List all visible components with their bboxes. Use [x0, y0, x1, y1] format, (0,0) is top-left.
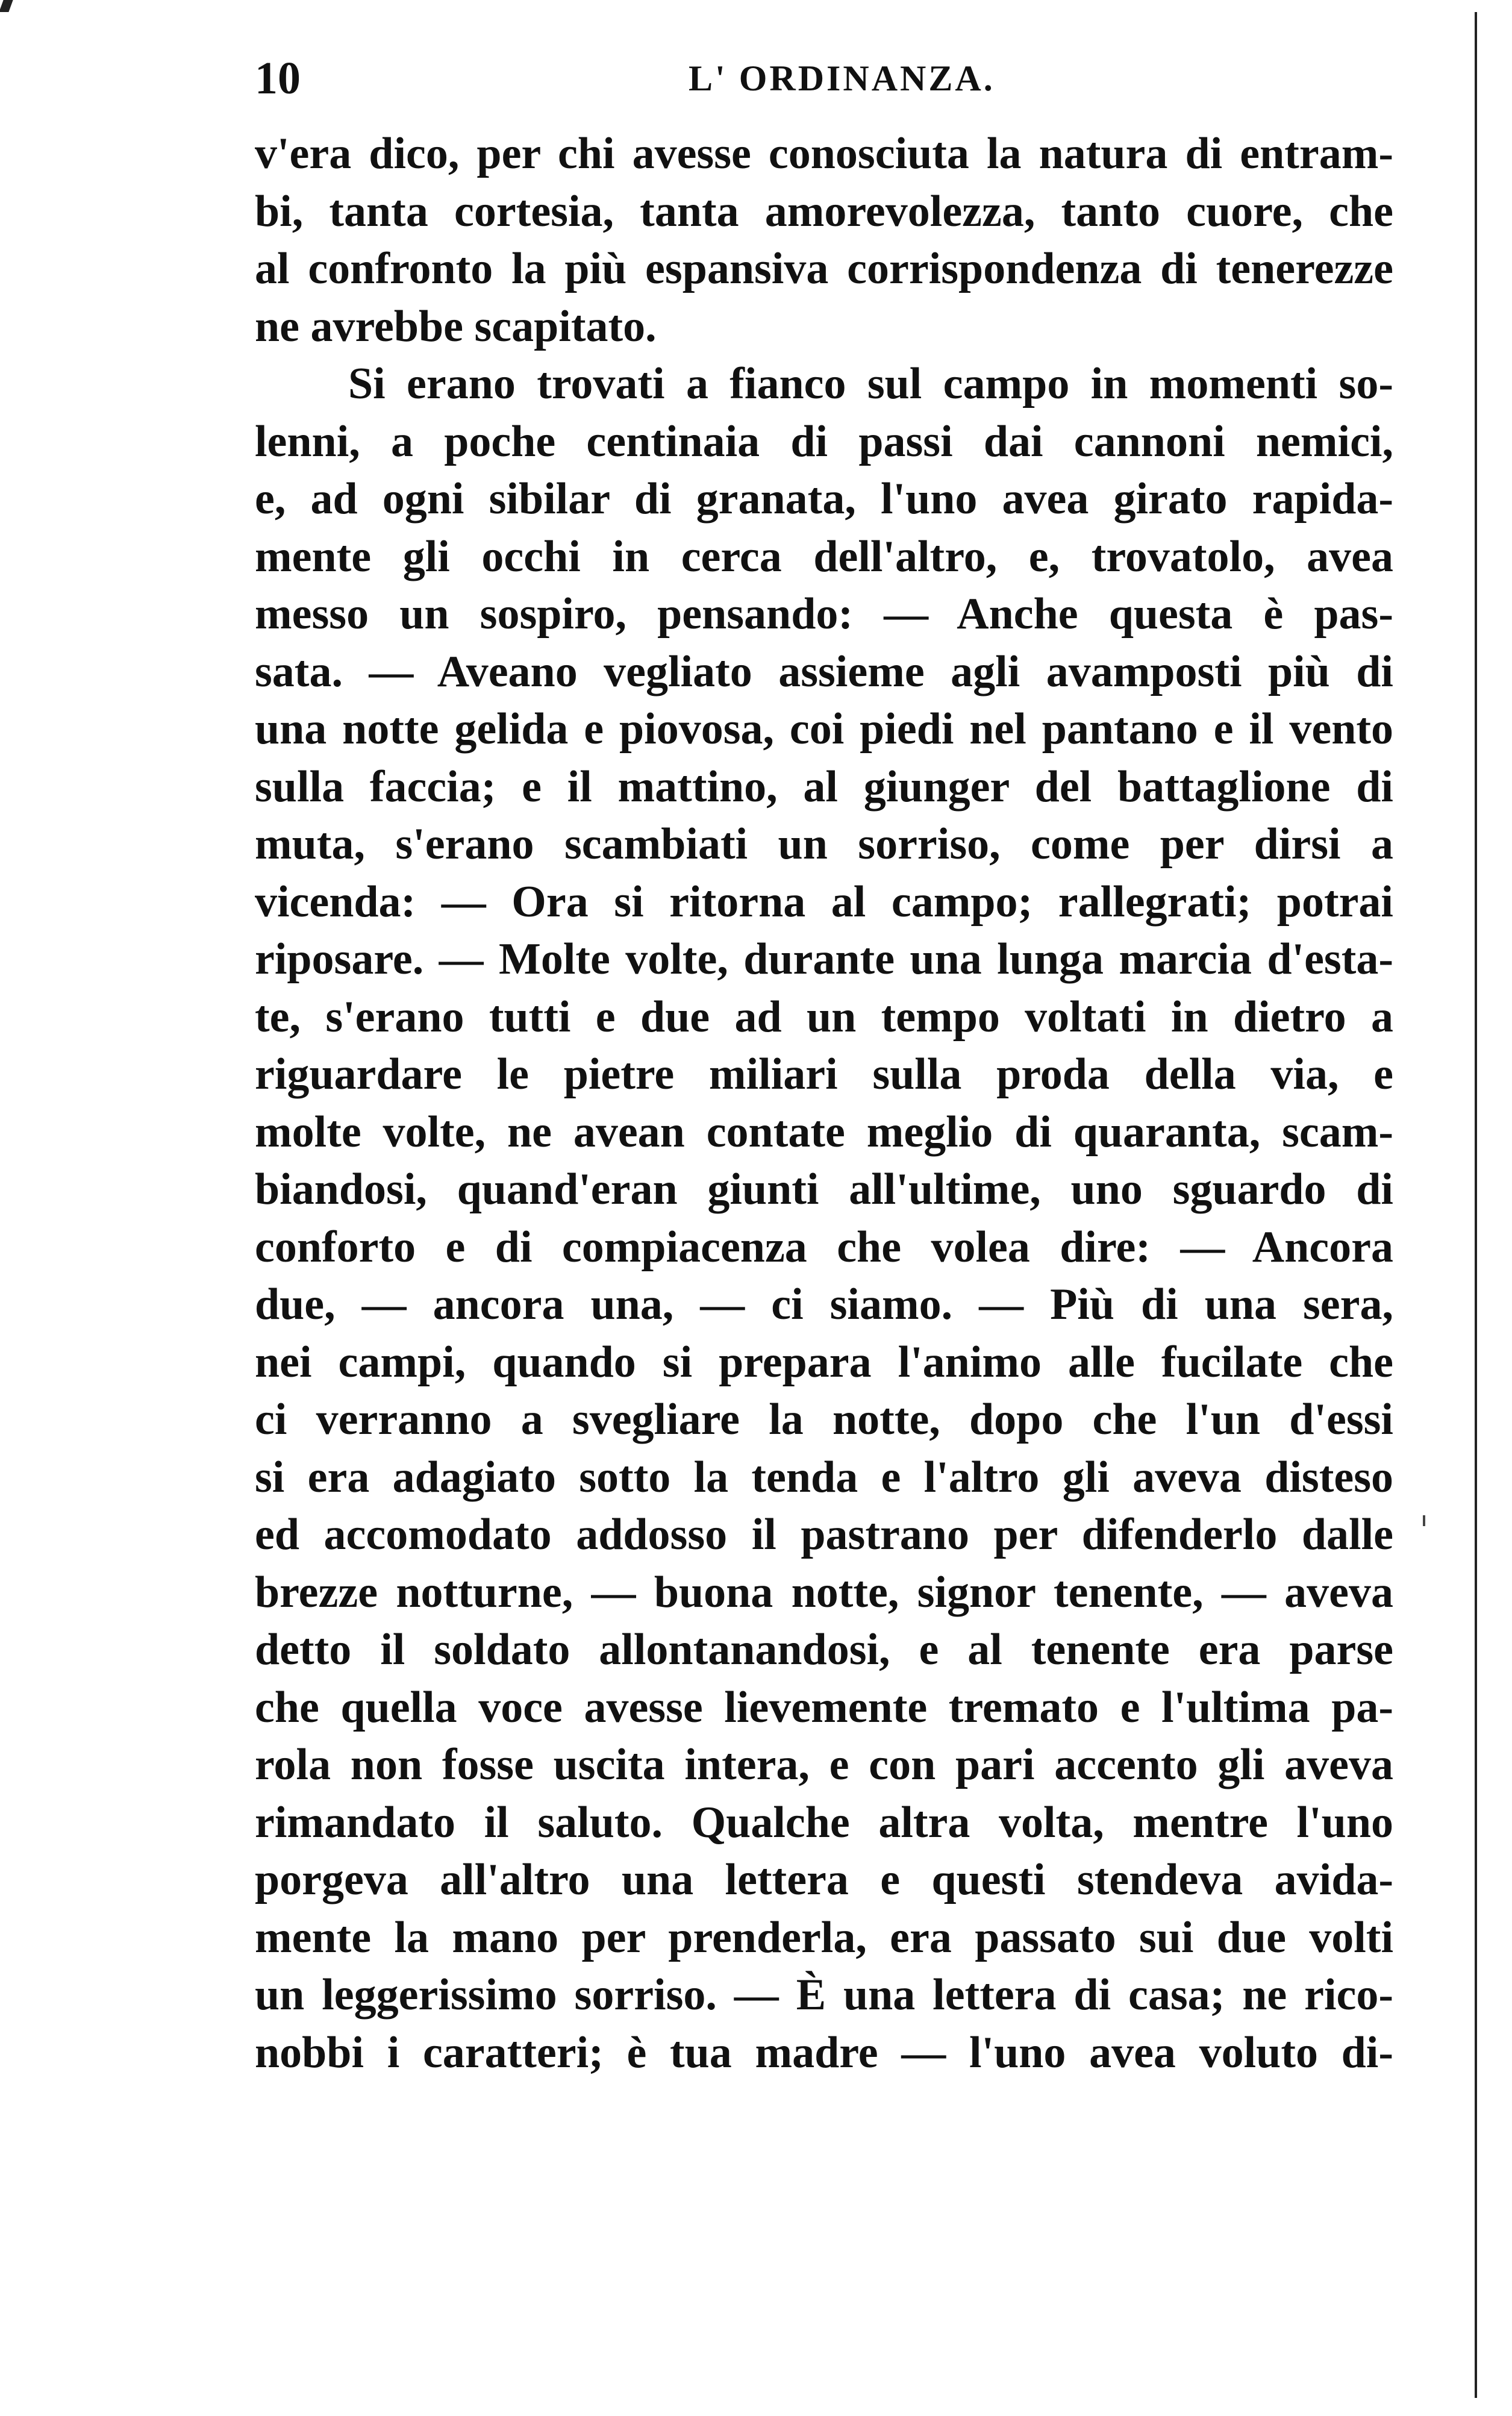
running-title: L' ORDINANZA. [689, 58, 995, 98]
text-line: te, s'erano tutti e due ad un tempo voltati in dietro a [255, 992, 1393, 1042]
text-line: nei campi, quando si prepara l'animo alle fucilate che [255, 1337, 1393, 1387]
text-line: molte volte, ne avean contate meglio di quaranta, scam- [255, 1107, 1393, 1157]
text-line: muta, s'erano scambiati un sorriso, come per dirsi a [255, 819, 1393, 869]
text-line: ed accomodato addosso il pastrano per difenderlo dalle [255, 1510, 1393, 1559]
text-line: brezze notturne, — buona notte, signor tenente, — aveva [255, 1567, 1393, 1617]
text-line: v'era dico, per chi avesse conosciuta la natura di entram- [255, 129, 1393, 178]
text-line: mente la mano per prenderla, era passato sui due volti [255, 1912, 1393, 1962]
text-line: porgeva all'altro una lettera e questi stendeva avida- [255, 1855, 1393, 1904]
text-line: bi, tanta cortesia, tanta amorevolezza, tanto cuore, che [255, 186, 1393, 236]
text-line: messo un sospiro, pensando: — Anche questa è pas- [255, 589, 1393, 639]
text-line: nobbi i caratteri; è tua madre — l'uno avea voluto di- [255, 2027, 1393, 2077]
text-line: ci verranno a svegliare la notte, dopo che l'un d'essi [255, 1395, 1393, 1444]
body-text [255, 125, 1393, 2082]
text-line: sulla faccia; e il mattino, al giunger del battaglione di [255, 762, 1393, 812]
paragraph-first-line: Si erano trovati a fianco sul campo in momenti so- [348, 359, 1393, 408]
ink-mark [0, 0, 13, 12]
text-line: al confronto la più espansiva corrispondenza di tenerezze [255, 244, 1393, 293]
text-line: conforto e di compiacenza che volea dire: — Ancora [255, 1222, 1393, 1272]
text-line: biandosi, quand'eran giunti all'ultime, uno sguardo di [255, 1165, 1393, 1214]
text-line: due, — ancora una, — ci siamo. — Più di una sera, [255, 1280, 1393, 1329]
text-line: che quella voce avesse lievemente tremato e l'ultima pa- [255, 1682, 1393, 1732]
text-line: sata. — Aveano vegliato assieme agli avamposti più di [255, 646, 1393, 696]
text-line: vicenda: — Ora si ritorna al campo; rallegrati; potrai [255, 877, 1393, 927]
page-number: 10 [255, 53, 301, 104]
text-line: si era adagiato sotto la tenda e l'altro gli aveva disteso [255, 1452, 1393, 1502]
page-edge-rule [1475, 12, 1477, 2398]
text-line: mente gli occhi in cerca dell'altro, e, trovatolo, avea [255, 531, 1393, 581]
page-header [255, 45, 1393, 111]
text-line: un leggerissimo sorriso. — È una lettera di casa; ne rico- [255, 1970, 1393, 2020]
text-line: e, ad ogni sibilar di granata, l'uno avea girato rapida- [255, 474, 1393, 524]
text-line: lenni, a poche centinaia di passi dai cannoni nemici, [255, 416, 1393, 466]
text-line: riguardare le pietre miliari sulla proda della via, e [255, 1050, 1393, 1099]
margin-speck [1423, 1515, 1425, 1526]
text-line: rimandato il saluto. Qualche altra volta, mentre l'uno [255, 1797, 1393, 1847]
text-line: rola non fosse uscita intera, e con pari accento gli aveva [255, 1740, 1393, 1789]
text-line: una notte gelida e piovosa, coi piedi nel pantano e il vento [255, 704, 1393, 754]
text-line: ne avrebbe scapitato. [255, 301, 657, 351]
text-line: riposare. — Molte volte, durante una lunga marcia d'esta- [255, 934, 1393, 984]
text-line: detto il soldato allontanandosi, e al tenente era parse [255, 1625, 1393, 1674]
